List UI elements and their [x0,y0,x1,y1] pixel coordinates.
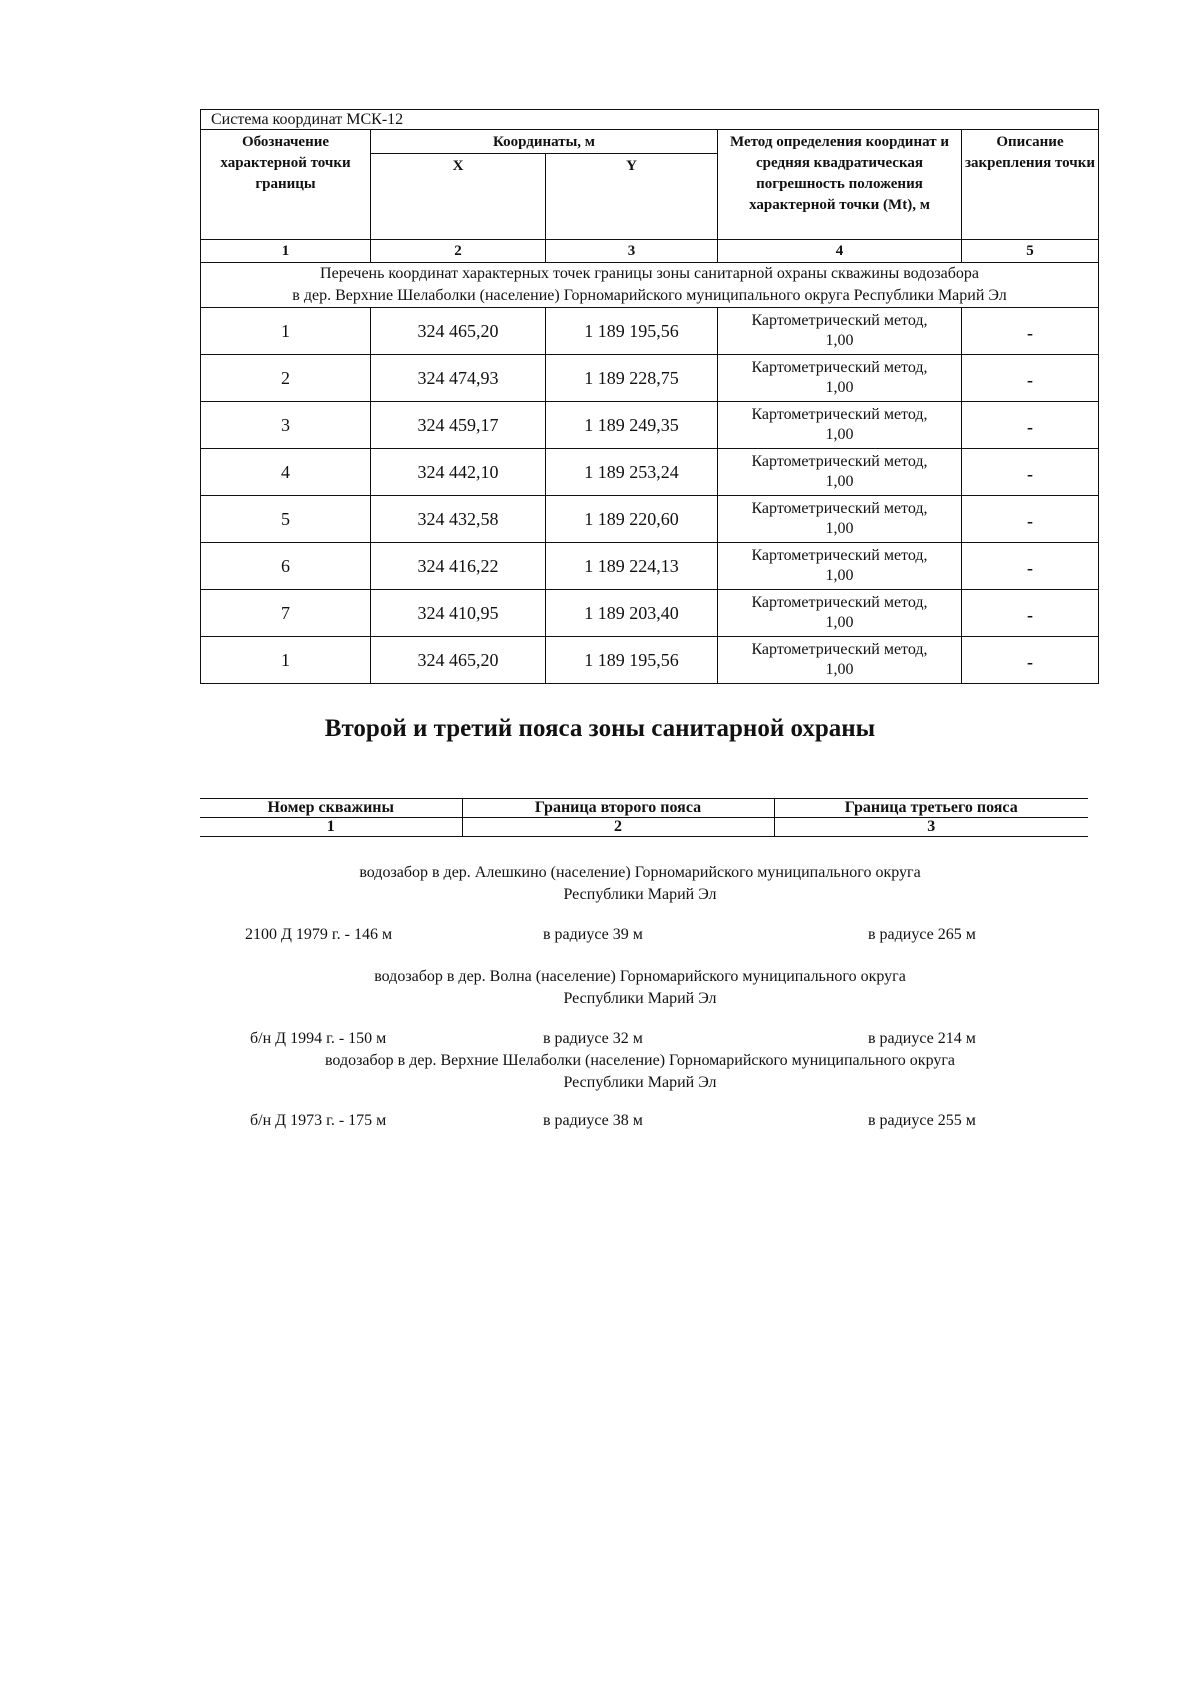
coordinate-system-title: Система координат МСК-12 [201,110,1099,130]
column-number: 3 [774,818,1088,837]
well-number: б/н Д 1973 г. - 175 м [250,1112,387,1129]
method-text: Картометрический метод, [751,641,928,658]
second-zone-value: в радиусе 39 м [543,926,643,943]
method-text: Картометрический метод, [751,594,928,611]
well-row [0,1112,1200,1134]
well-caption-line: Республики Марий Эл [563,1074,717,1091]
well-caption-line: водозабор в дер. Верхние Шелаболки (население) Горномарийского муниципального округа [324,1052,956,1069]
section-caption-line: Перечень координат характерных точек границы зоны санитарной охраны скважины водозабора [320,265,979,282]
method-cell [718,355,962,402]
column-number: 1 [201,240,371,263]
well-number: 2100 Д 1979 г. - 146 м [245,926,393,943]
accuracy-value: 1,00 [825,661,854,678]
y-coordinate: 1 189 203,40 [546,590,718,637]
x-coordinate: 324 474,93 [371,355,546,402]
column-number: 2 [462,818,774,837]
point-number: 4 [201,449,371,496]
second-zone-value: в радиусе 32 м [543,1030,643,1047]
x-coordinate: 324 442,10 [371,449,546,496]
point-description: - [962,543,1099,590]
x-coordinate: 324 459,17 [371,402,546,449]
header-well-number: Номер скважины [200,799,462,818]
method-cell [718,590,962,637]
column-number: 1 [200,818,462,837]
well-caption-line: Республики Марий Эл [563,886,717,903]
accuracy-value: 1,00 [825,379,854,396]
zones-title: Второй и третий пояса зоны санитарной охраны [324,715,876,742]
y-coordinate: 1 189 195,56 [546,637,718,684]
x-coordinate: 324 465,20 [371,637,546,684]
accuracy-value: 1,00 [825,473,854,490]
point-description: - [962,402,1099,449]
point-description: - [962,449,1099,496]
well-caption [200,862,1080,906]
y-coordinate: 1 189 195,56 [546,308,718,355]
accuracy-value: 1,00 [825,567,854,584]
method-text: Картометрический метод, [751,406,928,423]
third-zone-value: в радиусе 214 м [868,1030,976,1047]
method-text: Картометрический метод, [751,359,928,376]
coordinate-table [200,109,1099,684]
header-method: Метод определения координат и средняя квадратическая погрешность положения характерной точки (Mt), м [718,130,962,240]
column-number: 4 [718,240,962,263]
accuracy-value: 1,00 [825,426,854,443]
table-row [201,637,1099,684]
accuracy-value: 1,00 [825,520,854,537]
method-text: Картометрический метод, [751,312,928,329]
x-coordinate: 324 410,95 [371,590,546,637]
well-caption [200,966,1080,1010]
header-y: Y [546,154,718,240]
table-row [201,543,1099,590]
third-zone-value: в радиусе 255 м [868,1112,976,1129]
point-number: 2 [201,355,371,402]
accuracy-value: 1,00 [825,614,854,631]
point-description: - [962,637,1099,684]
method-cell [718,496,962,543]
header-description: Описание закрепления точки [962,130,1099,240]
column-number: 2 [371,240,546,263]
column-number: 3 [546,240,718,263]
method-cell [718,543,962,590]
method-text: Картометрический метод, [751,547,928,564]
well-caption-line: водозабор в дер. Волна (население) Горномарийского муниципального округа [374,968,906,985]
y-coordinate: 1 189 249,35 [546,402,718,449]
method-text: Картометрический метод, [751,500,928,517]
third-zone-value: в радиусе 265 м [868,926,976,943]
y-coordinate: 1 189 253,24 [546,449,718,496]
header-point: Обозначение характерной точки границы [201,130,371,240]
x-coordinate: 324 465,20 [371,308,546,355]
method-cell [718,637,962,684]
coordinate-rows [201,308,1099,684]
well-row [0,1030,1200,1052]
point-number: 1 [201,308,371,355]
table-row [201,402,1099,449]
y-coordinate: 1 189 220,60 [546,496,718,543]
x-coordinate: 324 416,22 [371,543,546,590]
well-row [0,926,1200,948]
point-description: - [962,590,1099,637]
header-third-zone: Граница третьего пояса [774,799,1088,818]
point-number: 5 [201,496,371,543]
method-text: Картометрический метод, [751,453,928,470]
well-caption [200,1050,1080,1094]
well-number: б/н Д 1994 г. - 150 м [250,1030,387,1047]
zones-table [200,798,1088,837]
point-number: 1 [201,637,371,684]
x-coordinate: 324 432,58 [371,496,546,543]
point-number: 3 [201,402,371,449]
table-row [201,449,1099,496]
table-row [201,355,1099,402]
table-row [201,590,1099,637]
point-description: - [962,355,1099,402]
method-cell [718,402,962,449]
header-coordinates: Координаты, м [371,130,718,154]
table-row [201,496,1099,543]
point-number: 7 [201,590,371,637]
header-second-zone: Граница второго пояса [462,799,774,818]
well-caption-line: водозабор в дер. Алешкино (население) Горномарийского муниципального округа [359,864,921,881]
section-caption-line: в дер. Верхние Шелаболки (население) Горномарийского муниципального округа Республики Марий Эл [292,287,1007,304]
section-caption [201,263,1099,308]
column-number: 5 [962,240,1099,263]
table-row [201,308,1099,355]
point-description: - [962,496,1099,543]
second-zone-value: в радиусе 38 м [543,1112,643,1129]
method-cell [718,308,962,355]
point-description: - [962,308,1099,355]
method-cell [718,449,962,496]
well-caption-line: Республики Марий Эл [563,990,717,1007]
accuracy-value: 1,00 [825,332,854,349]
point-number: 6 [201,543,371,590]
y-coordinate: 1 189 224,13 [546,543,718,590]
y-coordinate: 1 189 228,75 [546,355,718,402]
header-x: X [371,154,546,240]
